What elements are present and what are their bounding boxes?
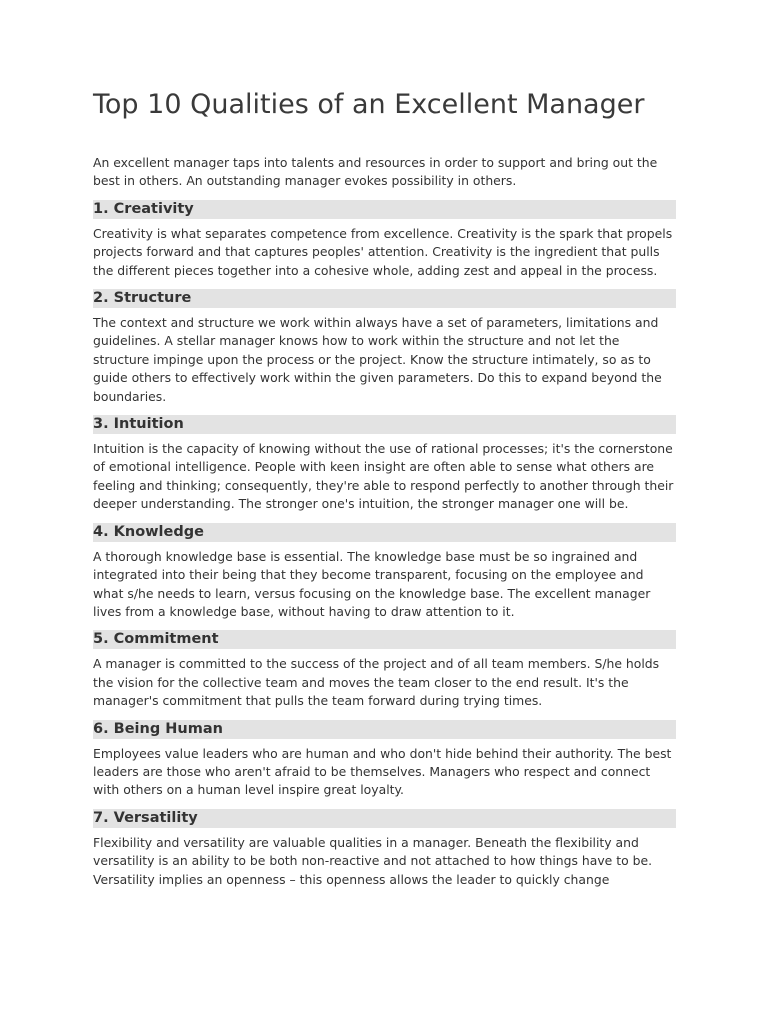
- document-page: [93, 0, 676, 889]
- section-structure: [93, 289, 676, 406]
- section-intuition: [93, 415, 676, 514]
- section-body: Flexibility and versatility are valuable qualities in a manager. Beneath the flexibility and versatility is an ability to be both non-reactive and not attached to how things have to be. Versatility implies an openness – this openness allows the leader to quickly change: [93, 834, 653, 887]
- section-heading: 6. Being Human: [93, 720, 676, 739]
- section-heading: 7. Versatility: [93, 809, 676, 828]
- section-creativity: [93, 200, 676, 280]
- section-body: The context and structure we work within always have a set of parameters, limitations and guidelines. A stellar manager knows how to work within the structure and not let the structure impinge upon the process or the project. Know the structure intimately, so as to guide others to effectively work within the given parameters. Do this to expand beyond the boundaries.: [93, 315, 662, 404]
- section-body: Employees value leaders who are human and who don't hide behind their authority. The best leaders are those who aren't afraid to be themselves. Managers who respect and connect with others on a human level inspire great loyalty.: [93, 745, 672, 798]
- section-knowledge: [93, 523, 676, 622]
- section-heading: 4. Knowledge: [93, 523, 676, 542]
- section-versatility: [93, 809, 676, 889]
- section-body: A thorough knowledge base is essential. The knowledge base must be so ingrained and integrated into their being that they become transparent, focusing on the employee and what s/he needs to learn, versus focusing on the knowledge base. The excellent manager lives from a knowledge base, without having to draw attention to it.: [93, 548, 651, 619]
- section-heading: 5. Commitment: [93, 630, 676, 649]
- section-heading: 2. Structure: [93, 289, 676, 308]
- section-heading: 3. Intuition: [93, 415, 676, 434]
- intro-paragraph: An excellent manager taps into talents and resources in order to support and bring out the best in others. An outstanding manager evokes possibility in others.: [93, 155, 658, 189]
- section-heading: 1. Creativity: [93, 200, 676, 219]
- section-commitment: [93, 630, 676, 710]
- section-body: Creativity is what separates competence from excellence. Creativity is the spark that propels projects forward and that captures peoples' attention. Creativity is the ingredient that pulls the different pieces together into a cohesive whole, adding zest and appeal in the process.: [93, 225, 673, 278]
- section-body: A manager is committed to the success of the project and of all team members. S/he holds the vision for the collective team and moves the team closer to the end result. It's the manager's commitment that pulls the team forward during trying times.: [93, 656, 660, 709]
- section-being-human: [93, 720, 676, 800]
- section-body: Intuition is the capacity of knowing without the use of rational processes; it's the cornerstone of emotional intelligence. People with keen insight are often able to sense what others are feeling and thinking; consequently, they're able to respond perfectly to another through their deeper understanding. The stronger one's intuition, the stronger manager one will be.: [93, 441, 674, 512]
- document-title: Top 10 Qualities of an Excellent Manager: [93, 89, 645, 120]
